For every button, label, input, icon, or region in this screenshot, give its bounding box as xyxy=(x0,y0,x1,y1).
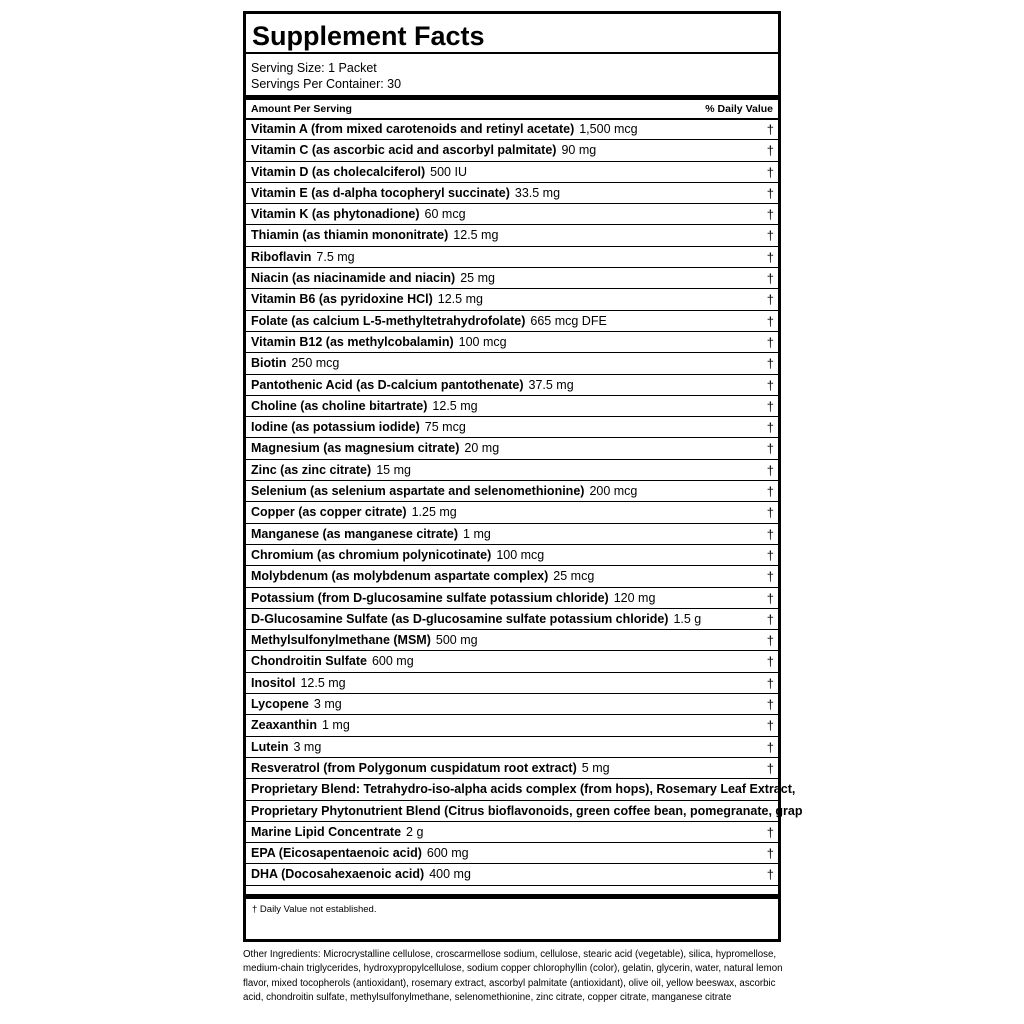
nutrient-amount: 33.5 mg xyxy=(514,185,561,200)
nutrient-name: DHA (Docosahexaenoic acid) xyxy=(251,867,425,882)
nutrient-row xyxy=(246,524,778,545)
nutrient-amount: 1.25 mg xyxy=(411,505,457,520)
daily-value-dagger: † xyxy=(766,867,774,883)
nutrient-name: Potassium (from D-glucosamine sulfate potassium chloride) xyxy=(251,590,609,605)
nutrient-text xyxy=(251,289,483,309)
nutrient-row xyxy=(246,779,796,800)
daily-value-dagger: † xyxy=(766,846,774,862)
nutrient-amount: 1.5 g xyxy=(673,611,702,626)
daily-value-dagger: † xyxy=(766,249,774,265)
nutrient-name: Chondroitin Sulfate xyxy=(251,654,367,669)
nutrient-list xyxy=(246,119,803,886)
daily-value-dagger: † xyxy=(766,824,774,840)
nutrient-row xyxy=(246,609,778,630)
nutrient-amount: 250 mcg xyxy=(291,356,340,371)
nutrient-text xyxy=(251,864,471,884)
nutrient-amount: 75 mcg xyxy=(424,420,466,435)
daily-value-dagger: † xyxy=(766,462,774,478)
nutrient-text xyxy=(251,524,491,544)
nutrient-name: Thiamin (as thiamin mononitrate) xyxy=(251,228,449,243)
nutrient-row xyxy=(246,417,778,438)
nutrient-row xyxy=(246,140,778,161)
nutrient-text xyxy=(251,801,802,821)
nutrient-name: Selenium (as selenium aspartate and selenomethionine) xyxy=(251,484,585,499)
nutrient-name: Biotin xyxy=(251,356,287,371)
nutrient-text xyxy=(251,673,346,693)
nutrient-text xyxy=(251,737,321,757)
nutrient-amount: 500 mg xyxy=(435,633,478,648)
daily-value-dagger: † xyxy=(766,590,774,606)
daily-value-dagger: † xyxy=(766,484,774,500)
nutrient-text xyxy=(251,247,355,267)
nutrient-name: Proprietary Phytonutrient Blend (Citrus bioflavonoids, green coffee bean, pomegranate, grap xyxy=(251,803,803,818)
nutrient-text xyxy=(251,375,574,395)
nutrient-text xyxy=(251,779,795,799)
serving-size: Serving Size: 1 Packet xyxy=(251,61,377,75)
column-header xyxy=(251,100,773,118)
nutrient-name: Marine Lipid Concentrate xyxy=(251,824,402,839)
nutrient-name: Choline (as choline bitartrate) xyxy=(251,398,428,413)
nutrient-row xyxy=(246,502,778,523)
nutrient-text xyxy=(251,588,655,608)
nutrient-text xyxy=(251,225,498,245)
daily-value-dagger: † xyxy=(766,697,774,713)
nutrient-name: Iodine (as potassium iodide) xyxy=(251,420,420,435)
nutrient-name: Riboflavin xyxy=(251,249,312,264)
nutrient-amount: 1 mg xyxy=(463,526,491,541)
nutrient-text xyxy=(251,119,638,139)
daily-value-dagger: † xyxy=(766,185,774,201)
nutrient-amount: 1,500 mcg xyxy=(579,122,638,136)
nutrient-row xyxy=(246,268,778,289)
nutrient-name: Resveratrol (from Polygonum cuspidatum root extract) xyxy=(251,760,577,775)
nutrient-amount: 12.5 mg xyxy=(432,398,478,413)
nutrient-row xyxy=(246,481,778,502)
nutrient-name: Pantothenic Acid (as D-calcium pantothenate) xyxy=(251,377,524,392)
nutrient-name: Vitamin B12 (as methylcobalamin) xyxy=(251,334,454,349)
nutrient-text xyxy=(251,715,350,735)
daily-value-dagger: † xyxy=(766,313,774,329)
daily-value-dagger: † xyxy=(766,633,774,649)
nutrient-row xyxy=(246,119,778,140)
nutrient-amount: 2 g xyxy=(406,824,424,839)
thick-divider-bottom xyxy=(246,894,778,899)
nutrient-amount: 20 mg xyxy=(464,441,500,456)
nutrient-row xyxy=(246,588,778,609)
nutrient-name: Manganese (as manganese citrate) xyxy=(251,526,459,541)
nutrient-row xyxy=(246,289,778,310)
nutrient-row xyxy=(246,801,803,822)
nutrient-name: Vitamin A (from mixed carotenoids and retinyl acetate) xyxy=(251,122,575,136)
nutrient-row xyxy=(246,438,778,459)
nutrient-row xyxy=(246,545,778,566)
nutrient-name: Vitamin D (as cholecalciferol) xyxy=(251,164,426,179)
nutrient-amount: 5 mg xyxy=(581,760,610,775)
nutrient-row xyxy=(246,630,778,651)
nutrient-name: Zeaxanthin xyxy=(251,718,317,733)
nutrient-row xyxy=(246,864,778,885)
nutrient-row xyxy=(246,247,778,268)
nutrient-row xyxy=(246,353,778,374)
nutrient-amount: 600 mg xyxy=(426,846,469,861)
daily-value-dagger: † xyxy=(766,547,774,563)
nutrient-row xyxy=(246,843,778,864)
daily-value-dagger: † xyxy=(766,164,774,180)
nutrient-row xyxy=(246,396,778,417)
footnote: † Daily Value not established. xyxy=(252,904,377,915)
nutrient-amount: 665 mcg DFE xyxy=(530,313,607,328)
nutrient-amount: 37.5 mg xyxy=(528,377,574,392)
daily-value-dagger: † xyxy=(766,675,774,691)
nutrient-name: Zinc (as zinc citrate) xyxy=(251,462,372,477)
daily-value-dagger: † xyxy=(766,271,774,287)
nutrient-text xyxy=(251,268,495,288)
nutrient-row xyxy=(246,673,778,694)
daily-value-dagger: † xyxy=(766,398,774,414)
nutrient-text xyxy=(251,204,466,224)
nutrient-text xyxy=(251,396,478,416)
nutrient-amount: 60 mcg xyxy=(424,207,466,222)
nutrient-amount: 12.5 mg xyxy=(437,292,483,307)
daily-value-dagger: † xyxy=(766,718,774,734)
nutrient-amount: 12.5 mg xyxy=(453,228,499,243)
nutrient-name: Magnesium (as magnesium citrate) xyxy=(251,441,460,456)
nutrient-text xyxy=(251,630,478,650)
nutrient-name: Vitamin C (as ascorbic acid and ascorbyl palmitate) xyxy=(251,143,557,158)
nutrient-row xyxy=(246,183,778,204)
nutrient-name: Copper (as copper citrate) xyxy=(251,505,407,520)
nutrient-text xyxy=(251,140,596,160)
amount-per-serving-header: Amount Per Serving xyxy=(251,103,352,115)
nutrient-text xyxy=(251,502,457,522)
nutrient-amount: 400 mg xyxy=(429,867,471,882)
nutrient-amount: 1 mg xyxy=(322,718,350,733)
nutrient-name: Niacin (as niacinamide and niacin) xyxy=(251,271,456,286)
servings-per-container: Servings Per Container: 30 xyxy=(251,77,402,91)
nutrient-row xyxy=(246,375,778,396)
nutrient-text xyxy=(251,545,544,565)
daily-value-dagger: † xyxy=(766,739,774,755)
daily-value-dagger: † xyxy=(766,207,774,223)
daily-value-dagger: † xyxy=(766,760,774,776)
nutrient-name: Molybdenum (as molybdenum aspartate complex) xyxy=(251,569,549,584)
nutrient-name: Vitamin B6 (as pyridoxine HCl) xyxy=(251,292,433,307)
nutrient-name: Inositol xyxy=(251,675,296,690)
nutrient-text xyxy=(251,481,637,501)
daily-value-header: % Daily Value xyxy=(705,103,773,115)
nutrient-row xyxy=(246,204,778,225)
daily-value-dagger: † xyxy=(766,441,774,457)
daily-value-dagger: † xyxy=(766,122,774,137)
nutrient-name: EPA (Eicosapentaenoic acid) xyxy=(251,846,422,861)
daily-value-dagger: † xyxy=(766,228,774,244)
panel-title: Supplement Facts xyxy=(252,21,485,51)
nutrient-row xyxy=(246,822,778,843)
nutrient-text xyxy=(251,566,594,586)
nutrient-row xyxy=(246,460,778,481)
title-divider xyxy=(246,52,778,54)
nutrient-row xyxy=(246,566,778,587)
nutrient-name: D-Glucosamine Sulfate (as D-glucosamine sulfate potassium chloride) xyxy=(251,611,669,626)
nutrient-text xyxy=(251,843,469,863)
nutrient-text xyxy=(251,417,466,437)
daily-value-dagger: † xyxy=(766,143,774,159)
nutrient-text xyxy=(251,694,342,714)
nutrient-amount: 25 mg xyxy=(460,271,495,286)
nutrient-name: Methylsulfonylmethane (MSM) xyxy=(251,633,431,648)
nutrient-row xyxy=(246,162,778,183)
nutrient-text xyxy=(251,758,610,778)
nutrient-name: Chromium (as chromium polynicotinate) xyxy=(251,547,492,562)
other-ingredients: Other Ingredients: Microcrystalline cellulose, croscarmellose sodium, cellulose, stearic acid (vegetable), silica, hypromellose, medium-chain triglycerides, hydroxypropylcellulose, sodium copper chlorophyllin (color), gelatin, glycerin, water, natural lemon flavor, mixed tocopherols (antioxidant), rosemary extract, ascorbyl palmitate (antioxidant), olive oil, yellow beeswax, ascorbic acid, chondroitin sulfate, methylsulfonylmethane, selenomethionine, zinc citrate, copper citrate, manganese citrate xyxy=(243,949,783,1003)
nutrient-row xyxy=(246,311,778,332)
nutrient-row xyxy=(246,332,778,353)
nutrient-amount: 90 mg xyxy=(561,143,597,158)
nutrient-amount: 600 mg xyxy=(371,654,414,669)
nutrient-amount: 12.5 mg xyxy=(300,675,346,690)
daily-value-dagger: † xyxy=(766,356,774,372)
nutrient-amount: 500 IU xyxy=(430,164,467,179)
nutrient-name: Vitamin E (as d-alpha tocopheryl succinate) xyxy=(251,185,510,200)
nutrient-row xyxy=(246,651,778,672)
nutrient-amount: 100 mcg xyxy=(496,547,545,562)
daily-value-dagger: † xyxy=(766,569,774,585)
nutrient-text xyxy=(251,162,467,182)
nutrient-name: Lutein xyxy=(251,739,289,754)
nutrient-text xyxy=(251,311,607,331)
nutrient-amount: 120 mg xyxy=(613,590,656,605)
nutrient-text xyxy=(251,353,339,373)
daily-value-dagger: † xyxy=(766,334,774,350)
nutrient-text xyxy=(251,460,411,480)
nutrient-text xyxy=(251,651,414,671)
nutrient-amount: 7.5 mg xyxy=(316,249,355,264)
nutrient-row xyxy=(246,715,778,736)
nutrient-name: Folate (as calcium L-5-methyltetrahydrofolate) xyxy=(251,313,526,328)
daily-value-dagger: † xyxy=(766,505,774,521)
daily-value-dagger: † xyxy=(766,611,774,627)
daily-value-dagger: † xyxy=(766,420,774,436)
nutrient-row xyxy=(246,758,778,779)
nutrient-name: Vitamin K (as phytonadione) xyxy=(251,207,420,222)
nutrient-row xyxy=(246,225,778,246)
nutrient-amount: 200 mcg xyxy=(589,484,638,499)
nutrient-text xyxy=(251,332,507,352)
supplement-facts-panel xyxy=(243,11,803,942)
nutrient-row xyxy=(246,694,778,715)
daily-value-dagger: † xyxy=(766,526,774,542)
daily-value-dagger: † xyxy=(766,292,774,308)
nutrient-text xyxy=(251,822,423,842)
nutrient-name: Proprietary Blend: Tetrahydro-iso-alpha acids complex (from hops), Rosemary Leaf Extract, xyxy=(251,782,796,797)
nutrient-text xyxy=(251,183,560,203)
nutrient-name: Lycopene xyxy=(251,697,309,712)
nutrient-amount: 15 mg xyxy=(376,462,411,477)
nutrient-amount: 3 mg xyxy=(313,697,342,712)
nutrient-text xyxy=(251,438,499,458)
nutrient-amount: 3 mg xyxy=(293,739,322,754)
daily-value-dagger: † xyxy=(766,654,774,670)
nutrient-amount: 25 mcg xyxy=(553,569,595,584)
nutrient-amount: 100 mcg xyxy=(458,334,507,349)
nutrient-row xyxy=(246,737,778,758)
nutrient-text xyxy=(251,609,701,629)
daily-value-dagger: † xyxy=(766,377,774,393)
